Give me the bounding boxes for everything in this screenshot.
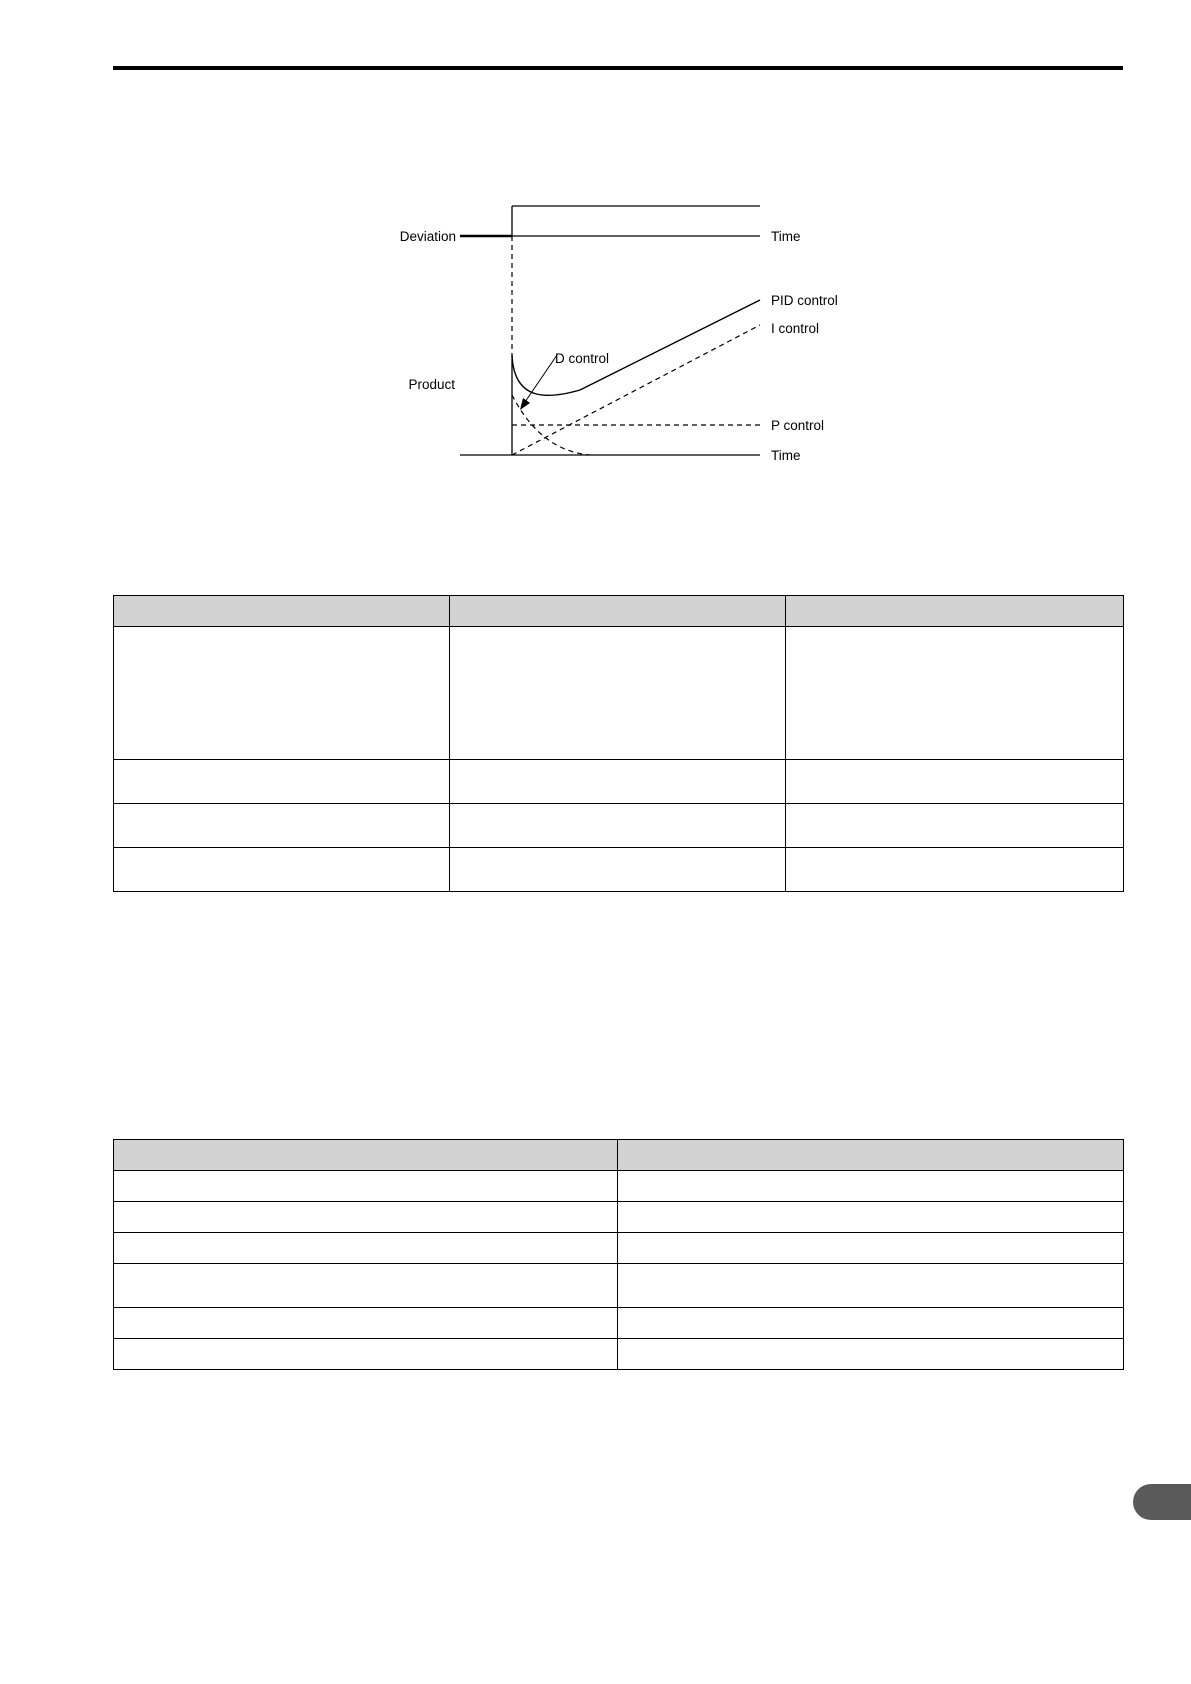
label-time-bottom: Time [771,448,801,463]
table-cell [114,1202,618,1233]
table-cell [786,804,1124,848]
table-row [114,760,1124,804]
table-header-row [114,1140,1124,1171]
label-p-control: P control [771,418,825,433]
table-row [114,1171,1124,1202]
label-deviation: Deviation [399,229,456,244]
table-row [114,804,1124,848]
table-1 [113,595,1124,892]
table-row [114,1202,1124,1233]
chapter-side-tab [1133,1484,1191,1520]
label-time-top: Time [771,229,801,244]
table-row [114,1233,1124,1264]
table-cell [618,1308,1124,1339]
label-i-control: I control [771,321,820,336]
table-header-row [114,596,1124,627]
table-cell [618,1202,1124,1233]
table-cell [114,1233,618,1264]
table-2 [113,1139,1124,1370]
table-cell [114,1171,618,1202]
table-cell [786,760,1124,804]
table-cell [450,760,786,804]
pid-control-curve [512,300,760,395]
table-cell [114,804,450,848]
table-header-cell [114,596,450,627]
table-cell [114,760,450,804]
d-control-arrowhead [520,398,530,410]
header-rule [113,66,1123,70]
table-cell [450,848,786,892]
i-control-line [512,325,760,455]
table-row [114,627,1124,760]
label-product: Product [408,377,455,392]
table-header-cell [114,1140,618,1171]
table-header-cell [450,596,786,627]
table-cell [450,627,786,760]
table-cell [618,1264,1124,1308]
table-cell [618,1339,1124,1370]
table-cell [618,1171,1124,1202]
label-pid-control: PID control [771,293,838,308]
table-header-cell [618,1140,1124,1171]
table-row [114,848,1124,892]
table-cell [114,1308,618,1339]
table-row [114,1264,1124,1308]
table-cell [114,848,450,892]
table-cell [114,1339,618,1370]
table-cell [450,804,786,848]
pid-response-diagram [380,190,860,480]
table-cell [618,1233,1124,1264]
table-cell [114,1264,618,1308]
table-row [114,1308,1124,1339]
table-cell [114,627,450,760]
table-cell [786,627,1124,760]
table-row [114,1339,1124,1370]
table-cell [786,848,1124,892]
label-d-control: D control [555,351,610,366]
table-header-cell [786,596,1124,627]
